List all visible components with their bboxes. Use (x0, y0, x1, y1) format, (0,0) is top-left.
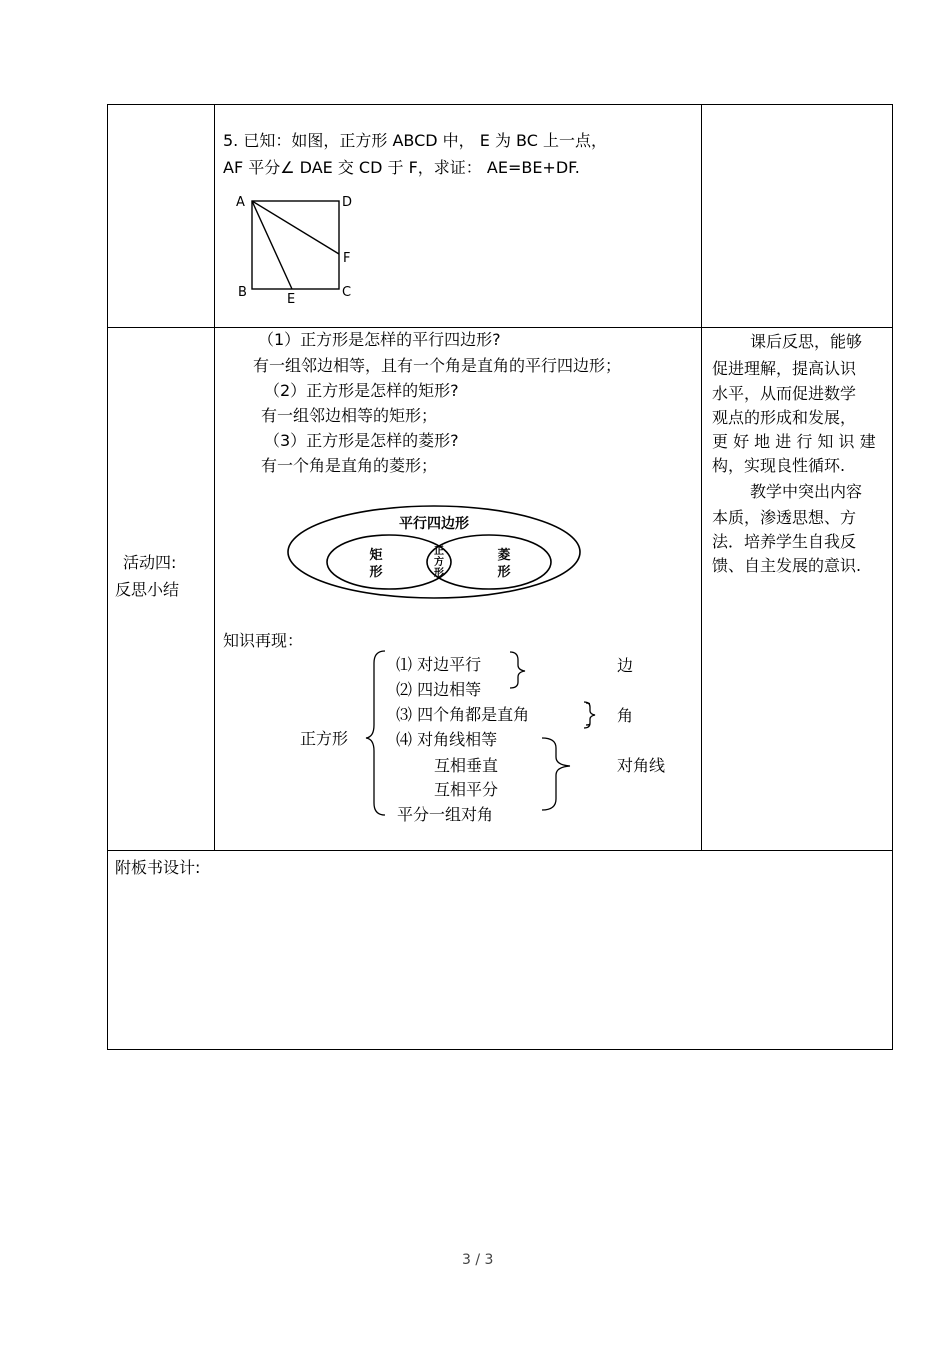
label-d: D (342, 195, 353, 210)
row-divider-1 (107, 327, 893, 328)
venn-right-char-2: 形 (497, 565, 511, 580)
note-line-3: 水平，从而促进数学 (712, 384, 857, 403)
question-3: （3）正方形是怎样的菱形? (264, 431, 459, 450)
row-divider-2 (107, 850, 893, 851)
note-line-8: 本质，渗透思想、方 (712, 508, 857, 527)
venn-center-char-2: 方 (434, 557, 444, 568)
column-divider-2 (701, 104, 702, 851)
knowledge-item-4: ⑷ 对角线相等 (396, 730, 498, 749)
activity-label-1: 活动四: (123, 553, 177, 572)
note-line-6: 构，实现良性循环. (712, 456, 846, 475)
question-2: （2）正方形是怎样的矩形? (264, 381, 459, 400)
answer-3: 有一个角是直角的菱形； (261, 456, 438, 475)
venn-right-char-1: 菱 (497, 548, 511, 563)
label-e: E (287, 292, 296, 307)
column-divider-1 (214, 104, 215, 851)
venn-center-char-3: 形 (434, 568, 444, 579)
question-1: （1）正方形是怎样的平行四边形? (258, 330, 501, 349)
knowledge-item-1: ⑴ 对边平行 (396, 655, 482, 674)
knowledge-item-7: 平分一组对角 (397, 805, 494, 824)
knowledge-root: 正方形 (300, 729, 349, 748)
note-line-7: 教学中突出内容 (750, 482, 863, 501)
venn-center-char-1: 正 (434, 546, 444, 557)
venn-left-char-2: 形 (369, 565, 383, 580)
note-line-10: 馈、自主发展的意识. (712, 556, 862, 575)
quadrilateral-venn-diagram (284, 502, 584, 602)
label-f: F (343, 251, 351, 266)
label-a: A (236, 195, 245, 210)
label-b: B (238, 285, 247, 300)
venn-left-char-1: 矩 (369, 548, 383, 563)
knowledge-item-6: 互相平分 (434, 780, 499, 799)
angle-brace (580, 700, 600, 730)
note-line-9: 法．培养学生自我反 (712, 532, 857, 551)
group-label-angles: 角 (617, 706, 634, 725)
note-line-4: 观点的形成和发展， (712, 408, 857, 427)
note-line-5: 更 好 地 进 行 知 识 建 (712, 432, 876, 451)
note-line-2: 促进理解，提高认识 (712, 359, 857, 378)
venn-outer-label: 平行四边形 (399, 516, 469, 532)
board-design-label: 附板书设计: (115, 858, 201, 877)
group-label-edges: 边 (617, 656, 634, 675)
knowledge-item-3: ⑶ 四个角都是直角 (396, 705, 530, 724)
knowledge-title: 知识再现： (223, 631, 304, 650)
note-line-1: 课后反思，能够 (750, 332, 863, 351)
knowledge-item-5: 互相垂直 (434, 756, 499, 775)
problem-5-line-1: 5. 已知：如图，正方形 ABCD 中， E 为 BC 上一点， (223, 131, 607, 150)
activity-label-2: 反思小结 (115, 580, 180, 599)
knowledge-item-2: ⑵ 四边相等 (396, 680, 482, 699)
group-label-diagonals: 对角线 (617, 756, 666, 775)
label-c: C (342, 285, 352, 300)
page-number: 3 / 3 (462, 1252, 494, 1268)
problem-5-line-2: AF 平分∠ DAE 交 CD 于 F，求证： AE=BE+DF. (223, 158, 580, 177)
answer-1: 有一组邻边相等，且有一个角是直角的平行四边形； (253, 356, 622, 375)
square-geometry-figure (230, 188, 360, 308)
answer-2: 有一组邻边相等的矩形； (261, 406, 438, 425)
